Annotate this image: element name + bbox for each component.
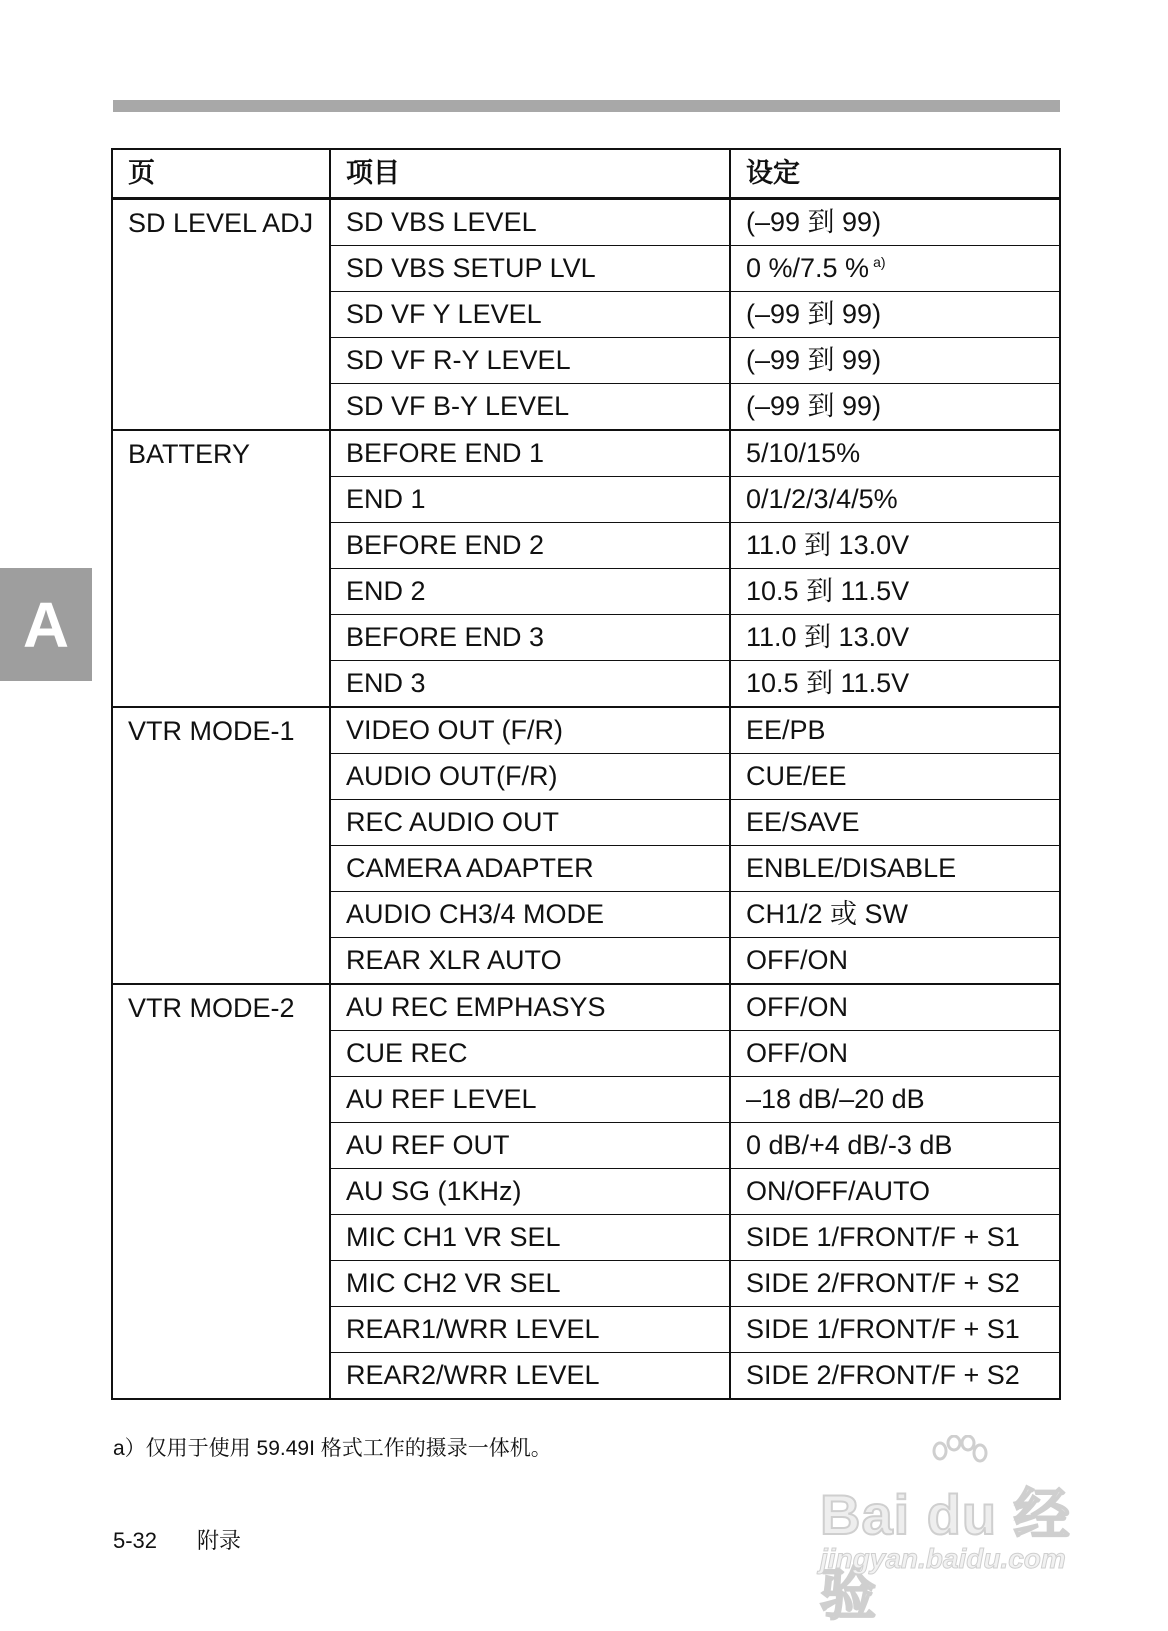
cell-item: SD VF Y LEVEL	[330, 292, 730, 338]
cell-setting	[730, 1169, 1060, 1215]
setting-value: 0 dB/+4 dB/-3 dB	[746, 1130, 953, 1160]
setting-value: SIDE 2/FRONT/F + S2	[746, 1268, 1020, 1298]
page-footer	[113, 1524, 241, 1555]
setting-value: EE/PB	[746, 715, 826, 745]
top-rule	[113, 100, 1060, 112]
setting-value: (–99 到 99)	[746, 345, 882, 375]
table-row	[112, 984, 1060, 1031]
cell-item: END 1	[330, 477, 730, 523]
cell-setting	[730, 938, 1060, 985]
section-title: 附录	[197, 1528, 242, 1553]
cell-setting	[730, 1353, 1060, 1400]
cell-setting	[730, 754, 1060, 800]
cell-page: BATTERY	[112, 430, 330, 707]
cell-setting	[730, 338, 1060, 384]
cell-setting	[730, 1307, 1060, 1353]
setting-value: CH1/2 或 SW	[746, 899, 909, 929]
setting-value: 5/10/15%	[746, 438, 861, 468]
cell-item: AU SG (1KHz)	[330, 1169, 730, 1215]
setting-value: SIDE 1/FRONT/F + S1	[746, 1314, 1020, 1344]
cell-item: END 3	[330, 661, 730, 708]
setting-value: (–99 到 99)	[746, 391, 882, 421]
cell-setting	[730, 199, 1060, 246]
cell-setting	[730, 615, 1060, 661]
cell-item: AUDIO CH3/4 MODE	[330, 892, 730, 938]
cell-item: SD VF B-Y LEVEL	[330, 384, 730, 431]
setting-value: SIDE 2/FRONT/F + S2	[746, 1360, 1020, 1390]
cell-item: BEFORE END 2	[330, 523, 730, 569]
cell-item: CUE REC	[330, 1031, 730, 1077]
setting-value: ENBLE/DISABLE	[746, 853, 957, 883]
cell-item: CAMERA ADAPTER	[330, 846, 730, 892]
setting-value: SIDE 1/FRONT/F + S1	[746, 1222, 1020, 1252]
table-row	[112, 707, 1060, 754]
cell-setting	[730, 569, 1060, 615]
page-number: 5-32	[113, 1528, 158, 1553]
header-page: 页	[112, 149, 330, 199]
cell-setting	[730, 384, 1060, 431]
cell-page: VTR MODE-2	[112, 984, 330, 1399]
setting-value: 0 %/7.5 %	[746, 253, 870, 283]
cell-item: AUDIO OUT(F/R)	[330, 754, 730, 800]
cell-setting	[730, 523, 1060, 569]
cell-setting	[730, 1031, 1060, 1077]
cell-setting	[730, 984, 1060, 1031]
cell-setting	[730, 292, 1060, 338]
watermark-brand: Bai du 经验	[820, 1483, 1071, 1626]
cell-item: BEFORE END 1	[330, 430, 730, 477]
table-header-row	[112, 149, 1060, 199]
section-tab	[0, 568, 92, 681]
setting-value: (–99 到 99)	[746, 207, 882, 237]
cell-item: SD VBS SETUP LVL	[330, 246, 730, 292]
cell-item: REAR1/WRR LEVEL	[330, 1307, 730, 1353]
cell-item: SD VF R-Y LEVEL	[330, 338, 730, 384]
setting-value: OFF/ON	[746, 992, 848, 1022]
table-row	[112, 430, 1060, 477]
footnote: a）仅用于使用 59.49I 格式工作的摄录一体机。	[113, 1437, 552, 1460]
header-setting: 设定	[730, 149, 1060, 199]
cell-item: AU REC EMPHASYS	[330, 984, 730, 1031]
cell-setting	[730, 1123, 1060, 1169]
section-tab-letter: A	[22, 588, 70, 661]
baidu-watermark	[820, 1435, 1120, 1626]
setting-value: 10.5 到 11.5V	[746, 668, 910, 698]
cell-setting	[730, 1261, 1060, 1307]
setting-value: 11.0 到 13.0V	[746, 622, 910, 652]
cell-setting	[730, 477, 1060, 523]
cell-setting	[730, 846, 1060, 892]
cell-setting	[730, 246, 1060, 292]
cell-item: MIC CH2 VR SEL	[330, 1261, 730, 1307]
setting-value: 10.5 到 11.5V	[746, 576, 910, 606]
cell-setting	[730, 430, 1060, 477]
cell-setting	[730, 661, 1060, 708]
cell-setting	[730, 800, 1060, 846]
cell-item: AU REF LEVEL	[330, 1077, 730, 1123]
cell-setting	[730, 707, 1060, 754]
table-body	[112, 199, 1060, 1400]
cell-item: MIC CH1 VR SEL	[330, 1215, 730, 1261]
setting-value: EE/SAVE	[746, 807, 860, 837]
cell-item: REAR XLR AUTO	[330, 938, 730, 985]
watermark-url: jingyan.baidu.com	[820, 1543, 1066, 1574]
setting-value: OFF/ON	[746, 945, 848, 975]
footnote-marker: a)	[873, 254, 886, 270]
setting-value: (–99 到 99)	[746, 299, 882, 329]
cell-item: AU REF OUT	[330, 1123, 730, 1169]
setting-value: ON/OFF/AUTO	[746, 1176, 931, 1206]
cell-item: VIDEO OUT (F/R)	[330, 707, 730, 754]
cell-item: REAR2/WRR LEVEL	[330, 1353, 730, 1400]
paw-icon	[928, 1435, 988, 1475]
cell-item: BEFORE END 3	[330, 615, 730, 661]
table-row	[112, 199, 1060, 246]
settings-table	[111, 148, 1061, 1400]
cell-setting	[730, 892, 1060, 938]
setting-value: OFF/ON	[746, 1038, 848, 1068]
header-item: 项目	[330, 149, 730, 199]
cell-page: SD LEVEL ADJ	[112, 199, 330, 431]
cell-page: VTR MODE-1	[112, 707, 330, 984]
cell-setting	[730, 1215, 1060, 1261]
setting-value: –18 dB/–20 dB	[746, 1084, 925, 1114]
setting-value: 0/1/2/3/4/5%	[746, 484, 898, 514]
setting-value: CUE/EE	[746, 761, 847, 791]
cell-item: SD VBS LEVEL	[330, 199, 730, 246]
cell-item: REC AUDIO OUT	[330, 800, 730, 846]
cell-item: END 2	[330, 569, 730, 615]
setting-value: 11.0 到 13.0V	[746, 530, 910, 560]
cell-setting	[730, 1077, 1060, 1123]
